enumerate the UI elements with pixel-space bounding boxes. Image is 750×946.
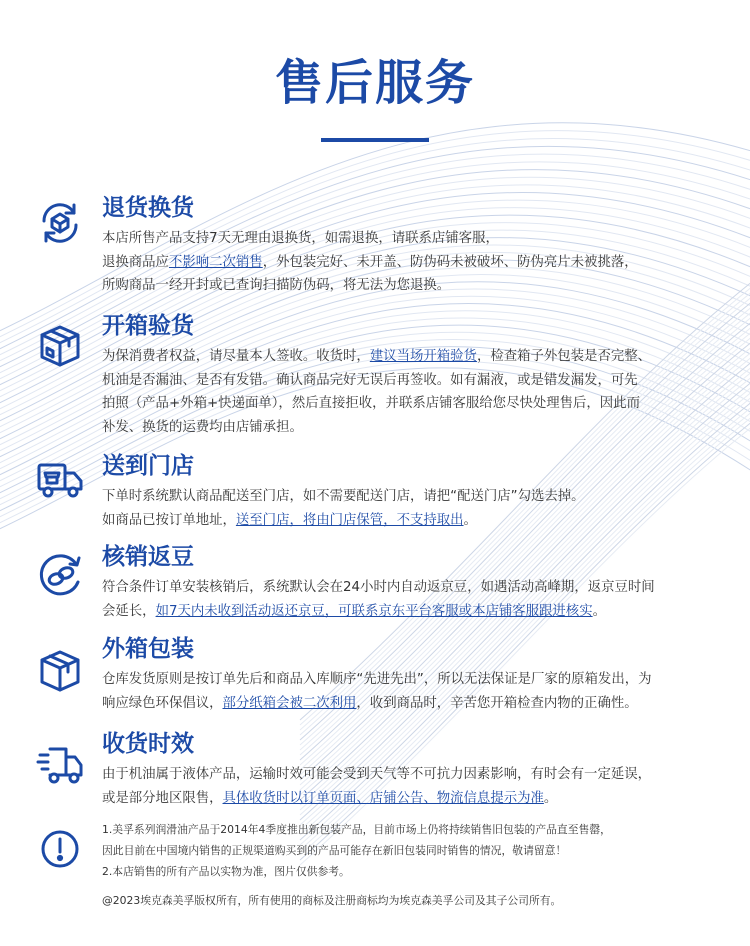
fast-delivery-icon [36,741,84,789]
body-line [102,416,722,440]
body-text: 下单时系统默认商品配送至门店，如不需要配送门店，请把“配送门店”勾选去掉。 [102,489,585,504]
body-line [102,485,722,509]
note-line: 2.本店销售的所有产品以实物为准，图片仅供参考。 [102,865,350,878]
body-text: 符合条件订单安装核销后，系统默认会在24小时内自动返京豆，如遇活动高峰期，返京豆时间 [102,580,655,595]
body-line [102,576,722,600]
open-box-inspect-icon [36,321,84,369]
body-text: 如商品已按订单地址， [102,512,236,528]
note-line: 1.美孚系列润滑油产品于2014年4季度推出新包装产品，目前市场上仍将持续销售旧包装的产品直至售罄， [102,823,611,836]
section-title: 开箱验货 [102,313,194,339]
body-line [102,600,722,624]
highlight-link[interactable]: 部分纸箱会被二次利用 [222,695,357,711]
body-line [102,345,722,369]
delivery-truck-store-icon [36,455,84,503]
page-title: 售后服务 [274,55,475,111]
section-title: 外箱包装 [102,636,194,662]
body-text: 。 [592,603,606,619]
body-text: 由于机油属于液体产品，运输时效可能会受到天气等不可抗力因素影响，有时会有一定延误， [102,767,652,782]
body-text: ，外包装完好、未开盖、防伪码未被破坏、防伪亮片未被挑落， [262,254,638,270]
highlight-link[interactable]: 建议当场开箱验货 [369,349,477,364]
body-line [102,509,722,533]
notes-block [102,819,727,882]
body-text: 本店所售产品支持7天无理由退换货，如需退换，请联系店铺客服， [102,231,499,246]
body-text: 仓库发货原则是按订单先后和商品入库顺序“先进先出”，所以无法保证是厂家的原箱发出，为 [102,672,652,687]
body-text: ，收到商品时，辛苦您开箱检查内物的正确性。 [356,695,638,711]
body-line [102,692,722,716]
body-text: 或是部分地区限售， [102,790,223,806]
body-line [102,227,722,251]
section-title: 退货换货 [102,195,194,221]
copyright-text: @2023埃克森美孚版权所有，所有使用的商标及注册商标均为埃克森美孚公司及其子公司所有。 [102,894,562,907]
body-line [102,369,722,393]
title-underline [321,138,429,142]
body-line [102,787,722,811]
body-line [102,392,722,416]
body-text: 机油是否漏油、是否有发错。确认商品完好无误后再签收。如有漏液，或是错发漏发，可先 [102,372,638,388]
note-line: 因此目前在中国境内销售的正规渠道购买到的产品可能存在新旧包装同时销售的情况，敬请留意！ [102,844,567,857]
body-text: 为保消费者权益，请尽量本人签收。收货时， [102,349,370,364]
body-line [102,763,722,787]
body-text: 。 [543,790,558,806]
beans-coupon-icon [36,552,84,600]
package-box-icon [36,646,84,694]
section-body [102,668,722,715]
body-text: 响应绿色环保倡议， [102,695,223,711]
body-text: 拍照（产品+外箱+快递面单），然后直接拒收，并联系店铺客服给您尽快处理售后，因此而 [102,396,640,412]
section-body [102,576,722,623]
return-exchange-icon [36,199,84,247]
section-body [102,345,722,439]
section-title: 核销返豆 [102,544,194,570]
section-body [102,485,722,532]
body-text: 会延长， [102,603,156,619]
section-body [102,763,722,810]
body-text: ，检查箱子外包装是否完整、 [476,349,652,364]
section-body [102,227,722,298]
body-text: 。 [463,512,477,528]
highlight-link[interactable]: 送至门店，将由门店保管，不支持取出 [235,512,464,528]
section-title: 送到门店 [102,453,194,479]
body-line [102,668,722,692]
highlight-link[interactable]: 具体收货时以订单页面、店铺公告、物流信息提示为准 [222,790,544,806]
highlight-link[interactable]: 如7天内未收到活动返还京豆，可联系京东平台客服或本店铺客服跟进核实 [155,603,593,619]
body-text: 所购商品一经开封或已查询扫描防伪码，将无法为您退换。 [102,278,451,294]
highlight-link[interactable]: 不影响二次销售 [168,254,263,270]
body-text: 补发、换货的运费均由店铺承担。 [102,419,303,435]
body-line [102,251,722,275]
body-text: 退换商品应 [102,254,169,270]
exclamation-circle-icon [40,829,80,869]
section-title: 收货时效 [102,731,194,757]
body-line [102,274,722,298]
